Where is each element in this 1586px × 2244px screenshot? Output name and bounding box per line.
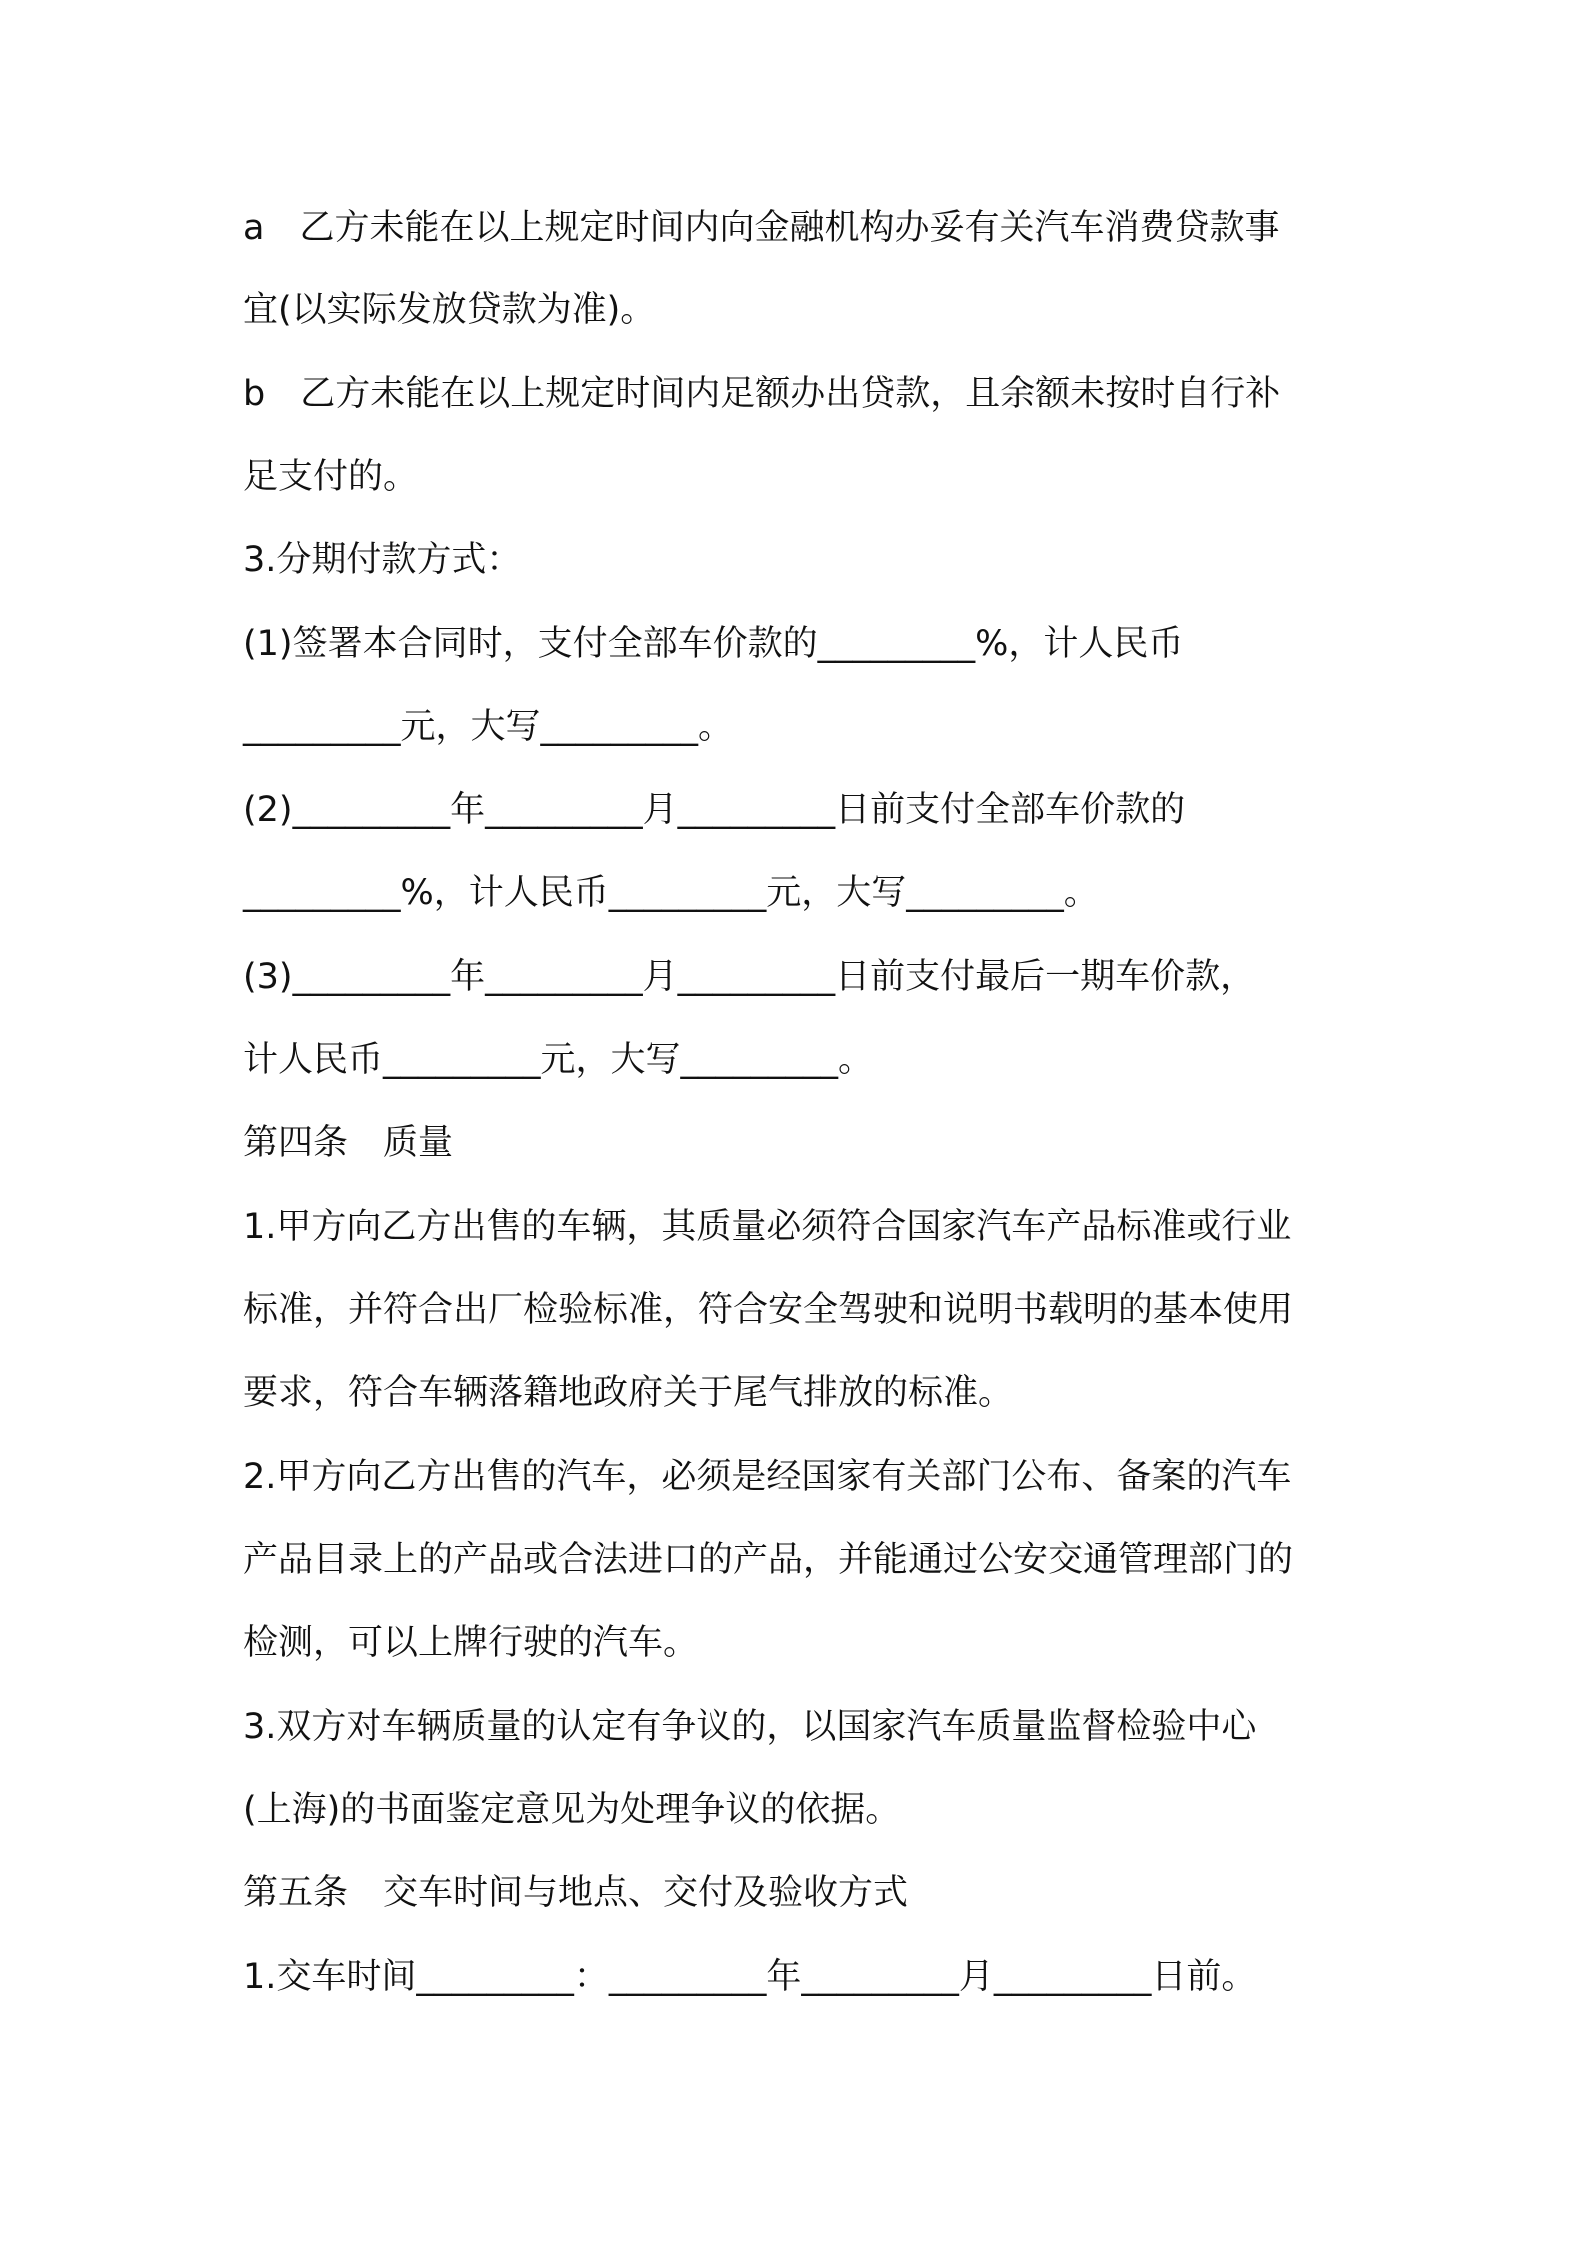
text-line-11: 计人民币_________元，大写_________。 bbox=[243, 1040, 874, 1080]
article-4-heading: 第四条 质量 bbox=[243, 1123, 454, 1163]
text-line-15: 要求，符合车辆落籍地政府关于尾气排放的标准。 bbox=[243, 1373, 1014, 1413]
text-line-16: 2.甲方向乙方出售的汽车，必须是经国家有关部门公布、备案的汽车 bbox=[243, 1457, 1292, 1497]
text-line-9: _________%，计人民币_________元，大写_________。 bbox=[243, 873, 1099, 913]
text-line-14: 标准，并符合出厂检验标准，符合安全驾驶和说明书载明的基本使用 bbox=[243, 1290, 1294, 1330]
text-line-10: (3)_________年_________月_________日前支付最后一期车价款， bbox=[243, 957, 1256, 997]
text-line-7: _________元，大写_________。 bbox=[243, 707, 734, 747]
text-line-8: (2)_________年_________月_________日前支付全部车价款的 bbox=[243, 790, 1186, 830]
section-heading-installment: 3.分期付款方式： bbox=[243, 540, 522, 580]
text-line-4: 足支付的。 bbox=[243, 457, 419, 497]
article-5-heading: 第五条 交车时间与地点、交付及验收方式 bbox=[243, 1873, 909, 1913]
text-line-17: 产品目录上的产品或合法进口的产品，并能通过公安交通管理部门的 bbox=[243, 1540, 1294, 1580]
text-line-3: b 乙方未能在以上规定时间内足额办出贷款，且余额未按时自行补 bbox=[243, 374, 1281, 414]
text-line-18: 检测，可以上牌行驶的汽车。 bbox=[243, 1623, 699, 1663]
text-line-2: 宜(以实际发放贷款为准)。 bbox=[243, 290, 656, 330]
text-line-19: 3.双方对车辆质量的认定有争议的，以国家汽车质量监督检验中心 bbox=[243, 1707, 1257, 1747]
text-line-13: 1.甲方向乙方出售的车辆，其质量必须符合国家汽车产品标准或行业 bbox=[243, 1207, 1292, 1247]
text-line-20: (上海)的书面鉴定意见为处理争议的依据。 bbox=[243, 1790, 901, 1830]
text-line-6: (1)签署本合同时，支付全部车价款的_________%，计人民币 bbox=[243, 624, 1184, 664]
text-line-1: a 乙方未能在以上规定时间内向金融机构办妥有关汽车消费贷款事 bbox=[243, 208, 1280, 248]
text-line-22: 1.交车时间_________：_________年_________月_________日前。 bbox=[243, 1957, 1257, 1997]
